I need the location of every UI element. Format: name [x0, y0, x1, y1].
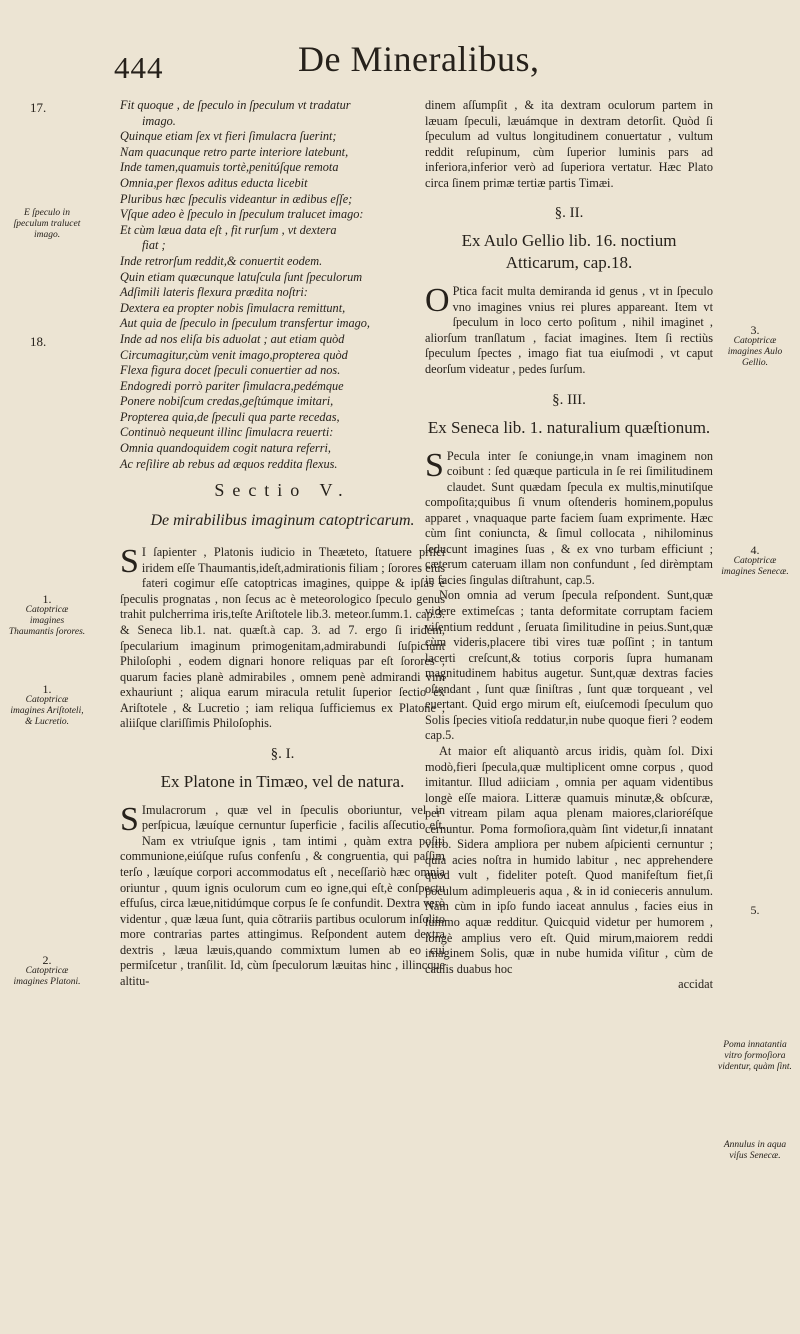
verse-line: Quinque etiam ſex vt fieri ſimulacra ſuerint;: [120, 129, 337, 144]
source-heading: Ex Aulo Gellio lib. 16. noctium Atticarum, cap.18.: [461, 231, 677, 273]
verse-line: Pluribus hæc ſpeculis videantur in ædibus eſſe;: [120, 191, 353, 206]
verse-line: Flexa figura docet ſpeculi conuertier ad nos.: [120, 363, 341, 378]
verse-line: Continuò nequeunt illinc ſimulacra reuerti:: [120, 425, 334, 440]
running-title: De Mineralibus,: [298, 39, 540, 79]
margin-note-5-number: 5.: [750, 903, 760, 917]
left-column: [120, 98, 445, 989]
margin-note-1-number: 1.: [42, 592, 52, 606]
margin-note-speculum: E ſpeculo in ſpeculum tralucet imago.: [13, 208, 81, 240]
verse-line: Inde retrorſum reddit,& conuertit eodem.: [120, 253, 323, 268]
verse-line: Omnia quandoquidem cogit natura referri,: [120, 441, 331, 456]
margin-note-1: [8, 594, 86, 638]
paragraph-text: Ptica facit multa demiranda id genus , vt in ſpeculo vno imagines vnius rei plures appareant. Item vt ſpeculum in loco certo poſitum , nihil imaginet , aliorſum tranſlatum , faciat imagines. Item ſi rectiùs ſpeculum ſpectes , imago fiat tua eiuſmodi , vt caput deorſum videatur , pedes ſurſum.: [425, 284, 713, 377]
paragraph-text: Imulacrorum , quæ vel in ſpeculis oboriuntur, vel in perſpicua, læuíque cernuntur ſuperficie , facilis aſſecutio eſt. Nam ex vtriuſque ignis , tam intimi , quàm extra poſiti communione,eiúſque ruſus confenſu , & congruentia, qui paſſim terſo , læuíque corpori accommodatus eſt , neceſſariò hæc omnia oriuntur , quum ignis oculorum cum eo igne,qui eſt,è conſpectu effuſus, circa læue,nitidúmque corpus ſe ſe confundit. Dextra verò videntur , quæ læua ſunt, quia cõtrariis partibus oculorum inſolito more contrarias partes attingimus. Reſpondent autem dextra dextris , læua læuis,quando commixtum lumen ab eo cui permiſcetur , tranſilit. Id, cùm ſpeculorum læuitas hinc , illincque altitu-: [120, 802, 445, 988]
paragraph-text: I ſapienter , Platonis iudicio in Theæteto, ſtatuere priſci iridem eſſe Thaumantis,ideſt,admirationis filiam ; ſorores eius fateri cogimur eſſe catoptricas imagines, quippe & ipſas è ſpeculis prognatas , non ſecus ac è meteorologico ſpeculo genus trahit pulcherrima iris,teſte Ariſtotele lib.3. meteor.ſumm.1. cap.3. & Seneca lib.1. nat. quæſt.à cap. 3. ad 7. ergo ſi iridem, ſpecularium imaginum primogenitam,admirabundi ſuſpiciunt Philoſophi , eodem dignari honore reliquas par eſt ſorores , quarum facies planè admirabiles , omnem penè admirandi vim exhauriunt ; aliqua earum miracula retulit ſuperior ſectio ex Ariſtotele , & Lucretio ; iam reliqua ſufficiemus ex Platone , aliiſque clariſſimis Philoſophis.: [120, 545, 445, 731]
margin-note-2: [8, 955, 86, 988]
margin-note-aristotle-number: 1.: [42, 682, 52, 696]
verse-line: Quin etiam quæcunque latuſcula ſunt ſpeculorum: [120, 269, 363, 284]
paragraph-mark: §. III.: [552, 391, 586, 408]
verse-line: Ponere nobiſcum credas,geſtúmque imitari,: [120, 394, 334, 409]
running-head: [0, 38, 800, 98]
margin-note-3-number: 3.: [750, 323, 760, 337]
verse-line: Circumagitur,cùm venit imago,propterea quòd: [120, 347, 348, 362]
verse-line: Nam quacunque retro parte interiore latebunt,: [120, 144, 349, 159]
margin-note-aristotle: [8, 684, 86, 728]
margin-note-6: Annulus in aqua viſus Senecæ.: [723, 1140, 787, 1161]
margin-note-5: Poma innatantia vitro formoſiora videntur, quàm ſint.: [718, 1040, 792, 1072]
verse-line: Endogredi porrò pariter ſimulacra,pedémque: [120, 378, 344, 393]
paragraph-mark: §. II.: [554, 205, 584, 222]
verse-line: Vſque adeo è ſpeculo in ſpeculum tralucet imago:: [120, 207, 364, 222]
paragraph-plato: [120, 800, 445, 990]
paragraph-seneca-3: At maior eſt aliquantò arcus iridis, quàm ſol. Dixi modò,fieri ſpecula,quæ multiplicent omne corpus , quod imitantur. Illud adiiciam , omnia per aquam videntibus longè eſſe maiora. Litteræ quamuis minutæ,& obſcuræ, per vitream pilam aqua plenam maiores,clarioréſque cernuntur. Poma formoſiora,quàm ſint videtur,ſi innatant vitro. Sidera ampliora per nubem aſpicienti cernuntur ; quia acies noſtra in humido labitur , nec apprehendere quod vult , fideliter poteſt. Quod manifeſtum fiet,ſi poculum adimpleueris aqua , & in id conieceris annulum. Nam cùm in ipſo fundo iaceat annulus , facies eius in ſummo aquæ redditur. Quicquid videtur per humorem , longè amplius vero eſt. Quid mirum,maiorem reddi imaginem Solis, quæ in nube humida viſitur , cùm de cauſis duabus hoc: [425, 743, 713, 976]
verse-line: Adſimili lateris flexura prædita noſtri:: [120, 285, 308, 300]
verse-line: Ac reſilire ab rebus ad æquos reddita flexus.: [120, 456, 338, 471]
verse-line: Inde tamen,quamuis tortè,penitúſque remota: [120, 160, 339, 175]
margin-note-2-text: Catoptricæ imagines Platoni.: [13, 966, 81, 987]
lucretius-verse: [120, 98, 445, 472]
drop-initial: S: [120, 543, 139, 581]
section-heading: Sectio V.: [214, 480, 351, 501]
source-heading: Ex Seneca lib. 1. naturalium quæſtionum.: [427, 417, 711, 437]
section-title: De mirabilibus imaginum catoptricarum.: [150, 512, 415, 530]
paragraph-mark: §. I.: [270, 745, 295, 762]
right-column: [425, 98, 713, 993]
margin-note-1-text: Catoptricæ imagines Thaumantis ſorores.: [8, 605, 86, 637]
drop-initial: S: [120, 800, 139, 838]
verse-line: Aut quia de ſpeculo in ſpeculum transfertur imago,: [120, 316, 371, 331]
margin-note-4-number: 4.: [750, 543, 760, 557]
verse-line: Dextera ea propter nobis ſimulacra remittunt,: [120, 300, 346, 315]
margin-note-aristotle-text: Catoptricæ imagines Ariſtoteli, & Lucretio.: [10, 695, 84, 727]
paragraph-seneca: [425, 446, 713, 589]
verse-line: fiat ;: [142, 238, 166, 253]
verse-line: Fit quoque , de ſpeculo in ſpeculum vt tradatur: [120, 98, 351, 112]
verse-number-18: 18.: [30, 334, 47, 349]
margin-note-4-text: Catoptricæ imagines Senecæ.: [721, 556, 789, 577]
drop-initial: O: [425, 282, 450, 320]
margin-note-2-number: 2.: [42, 953, 52, 967]
verse-line: Omnia,per flexos aditus educta licebit: [120, 175, 308, 190]
paragraph-plato-continued: dinem aſſumpſit , & ita dextram oculorum partem in læuam ſpeculi, læuámque in dextram detorſit. Quòd ſi ſpeculum ad vultus longitudinem conuertatur , vultum reddit reſupinum, cùm ſuperior luminis pars ad inferiora,inferior verò ad ſuperiora vertatur. Hæc Plato circa ſinem primæ tertiæ partis Timæi.: [425, 98, 713, 190]
page-number: 444: [114, 50, 164, 85]
drop-initial: S: [425, 446, 444, 484]
source-heading: Ex Platone in Timæo, vel de natura.: [160, 771, 405, 791]
catchword: accidat: [678, 977, 713, 992]
margin-note-3-text: Catoptricæ imagines Aulo Gellio.: [727, 336, 783, 368]
margin-note-4: [717, 545, 793, 578]
verse-line: Inde ad nos eliſa bis aduolat ; aut etiam quòd: [120, 331, 345, 346]
margin-note-5-num: [717, 905, 793, 916]
verse-line: Propterea quia,de ſpeculi qua parte recedas,: [120, 409, 340, 424]
verse-line: Et cùm læua data eſt , fit rurſum , vt dextera: [120, 222, 337, 237]
verse-line: imago.: [142, 113, 176, 128]
paragraph-text: Pecula inter ſe coniunge,in vnam imaginem non coibunt : ſed quæque particula in ſe rei ſimilitudinem claudet. Sunt quædam ſpecula ex multis,minutiſque compoſita;quibus ſi vnum oſtenderis hominem,populus apparet , vnaquaque parte faciem ſuam exprimente. Hæc cùm ſint coniuncta, & ſimul collocata , nihilominus ſeducunt imagines ſuas , & ex vno turbam efficiunt ; cæterum cateruam illam non confundunt , ſed dirèmptam in facies ſingulas diſtrahunt, cap.5.: [425, 448, 713, 587]
paragraph-iris: [120, 545, 445, 732]
verse-number-17: 17.: [30, 100, 47, 115]
paragraph-gellius: [425, 284, 713, 377]
paragraph-seneca-2: Non omnia ad verum ſpecula reſpondent. Sunt,quæ videre extimeſcas ; tanta deformitate corruptam faciem viſentium reddunt , ſeruata ſimilitudine in peius.Sunt,quæ cùm videris,placere tibi vires tuæ poſſint ; in tantum lacerti creſcunt,& totius corporis ſupra humanam magnitudinem habitus augetur. Sunt,quæ dextras facies oſtendant , ſunt quæ ſiniſtras , ſunt quæ torqueant , vel euertant. Quid ergo mirum eſt, eiuſcemodi ſpeculum quo Solis ſpecies vitioſa reddatur,in nube quoque fieri ? eodem cap.5.: [425, 588, 713, 743]
margin-note-3: [717, 325, 793, 369]
